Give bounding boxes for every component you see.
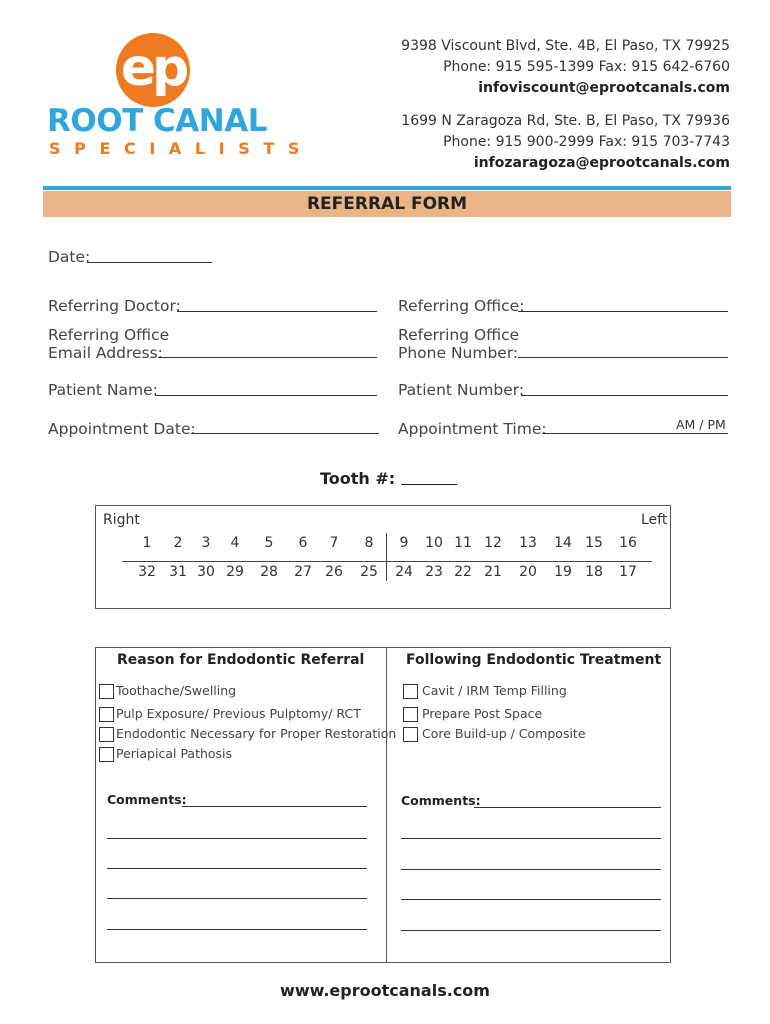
- lower-tooth-27[interactable]: 27: [294, 564, 312, 580]
- treatment-heading: Following Endodontic Treatment: [406, 652, 662, 668]
- office-phone-label-2: Phone Number:: [398, 344, 519, 362]
- office-email-label-2: Email Address:: [48, 344, 163, 362]
- reason-label-pulp-exposure: Pulp Exposure/ Previous Pulptomy/ RCT: [116, 706, 361, 721]
- treatment-label-post-space: Prepare Post Space: [422, 706, 543, 721]
- lower-tooth-32[interactable]: 32: [138, 564, 156, 580]
- patient-number-field[interactable]: [521, 395, 728, 396]
- lower-tooth-23[interactable]: 23: [425, 564, 443, 580]
- referring-office-label: Referring Office:: [398, 297, 525, 315]
- referring-doctor-field[interactable]: [177, 311, 377, 312]
- right-comments-label: Comments:: [401, 793, 481, 808]
- left-comments-line-5[interactable]: [107, 929, 367, 930]
- office-2-address: 1699 N Zaragoza Rd, Ste. B, El Paso, TX 79936: [401, 113, 730, 129]
- upper-tooth-7[interactable]: 7: [329, 535, 339, 551]
- chart-left-label: Left: [641, 512, 668, 528]
- office-2-info: [401, 111, 730, 174]
- reason-label-restoration: Endodontic Necessary for Proper Restoration: [116, 726, 397, 741]
- lower-tooth-17[interactable]: 17: [619, 564, 637, 580]
- patient-name-label: Patient Name:: [48, 381, 158, 399]
- reason-checkbox-periapical[interactable]: [99, 747, 114, 762]
- office-1-phone: Phone: 915 595-1399 Fax: 915 642-6760: [443, 59, 730, 75]
- office-1-info: [401, 36, 730, 99]
- right-comments-line-5[interactable]: [401, 930, 661, 931]
- lower-tooth-21[interactable]: 21: [484, 564, 502, 580]
- patient-number-label: Patient Number:: [398, 381, 525, 399]
- lower-tooth-19[interactable]: 19: [554, 564, 572, 580]
- upper-tooth-5[interactable]: 5: [264, 535, 274, 551]
- upper-tooth-1[interactable]: 1: [142, 535, 152, 551]
- upper-tooth-13[interactable]: 13: [519, 535, 537, 551]
- date-field[interactable]: [87, 262, 212, 263]
- reason-label-periapical: Periapical Pathosis: [116, 746, 233, 761]
- treatment-checkbox-cavit[interactable]: [403, 684, 418, 699]
- lower-tooth-30[interactable]: 30: [197, 564, 215, 580]
- office-phone-label-1: Referring Office: [398, 326, 520, 344]
- left-comments-line-1[interactable]: [182, 806, 367, 807]
- am-pm-label: AM / PM: [676, 417, 726, 432]
- office-email-label-1: Referring Office: [48, 326, 170, 344]
- left-comments-line-3[interactable]: [107, 868, 367, 869]
- logo-line-1: ROOT CANAL: [47, 103, 267, 139]
- upper-tooth-15[interactable]: 15: [585, 535, 603, 551]
- upper-tooth-8[interactable]: 8: [364, 535, 374, 551]
- treatment-checkbox-core-buildup[interactable]: [403, 727, 418, 742]
- patient-name-field[interactable]: [155, 395, 377, 396]
- upper-tooth-16[interactable]: 16: [619, 535, 637, 551]
- referring-doctor-label: Referring Doctor:: [48, 297, 181, 315]
- lower-tooth-25[interactable]: 25: [360, 564, 378, 580]
- date-label: Date:: [48, 248, 91, 266]
- reason-heading: Reason for Endodontic Referral: [117, 652, 365, 668]
- reason-checkbox-toothache[interactable]: [99, 684, 114, 699]
- tooth-chart: [95, 505, 671, 609]
- upper-tooth-9[interactable]: 9: [399, 535, 409, 551]
- reason-label-toothache: Toothache/Swelling: [116, 683, 237, 698]
- upper-tooth-3[interactable]: 3: [201, 535, 211, 551]
- left-comments-line-4[interactable]: [107, 898, 367, 899]
- upper-tooth-11[interactable]: 11: [454, 535, 472, 551]
- chart-horizontal-line: [122, 561, 652, 562]
- office-email-field[interactable]: [158, 357, 377, 358]
- tooth-number-label: Tooth #:: [320, 469, 396, 488]
- chart-right-label: Right: [103, 512, 140, 528]
- left-comments-label: Comments:: [107, 792, 187, 807]
- treatment-checkbox-post-space[interactable]: [403, 707, 418, 722]
- appointment-time-label: Appointment Time:: [398, 420, 547, 438]
- reason-checkbox-restoration[interactable]: [99, 727, 114, 742]
- treatment-label-core-buildup: Core Build-up / Composite: [422, 726, 586, 741]
- upper-tooth-12[interactable]: 12: [484, 535, 502, 551]
- tooth-number-field[interactable]: [401, 484, 457, 485]
- footer-website[interactable]: www.eprootcanals.com: [280, 981, 490, 1000]
- upper-tooth-6[interactable]: 6: [298, 535, 308, 551]
- office-1-email: infoviscount@eprootcanals.com: [478, 80, 730, 96]
- referral-divider: [386, 647, 387, 962]
- appointment-time-field[interactable]: [542, 433, 728, 434]
- lower-tooth-22[interactable]: 22: [454, 564, 472, 580]
- logo-line-2: SPECIALISTS: [49, 139, 313, 158]
- office-2-email: infozaragoza@eprootcanals.com: [473, 155, 730, 171]
- appointment-date-field[interactable]: [191, 433, 379, 434]
- right-comments-line-1[interactable]: [474, 807, 661, 808]
- office-2-phone: Phone: 915 900-2999 Fax: 915 703-7743: [443, 134, 730, 150]
- treatment-label-cavit: Cavit / IRM Temp Filling: [422, 683, 567, 698]
- right-comments-line-3[interactable]: [401, 869, 661, 870]
- logo-mark: ep: [120, 38, 186, 98]
- office-phone-field[interactable]: [518, 357, 728, 358]
- left-comments-line-2[interactable]: [107, 838, 367, 839]
- appointment-date-label: Appointment Date:: [48, 420, 196, 438]
- chart-vertical-line: [386, 533, 387, 581]
- office-1-address: 9398 Viscount Blvd, Ste. 4B, El Paso, TX 79925: [401, 38, 730, 54]
- lower-tooth-28[interactable]: 28: [260, 564, 278, 580]
- lower-tooth-20[interactable]: 20: [519, 564, 537, 580]
- upper-tooth-10[interactable]: 10: [425, 535, 443, 551]
- upper-tooth-2[interactable]: 2: [173, 535, 183, 551]
- lower-tooth-18[interactable]: 18: [585, 564, 603, 580]
- lower-tooth-26[interactable]: 26: [325, 564, 343, 580]
- lower-tooth-31[interactable]: 31: [169, 564, 187, 580]
- header-divider: [43, 186, 731, 190]
- reason-checkbox-pulp-exposure[interactable]: [99, 707, 114, 722]
- upper-tooth-14[interactable]: 14: [554, 535, 572, 551]
- lower-tooth-24[interactable]: 24: [395, 564, 413, 580]
- referring-office-field[interactable]: [518, 311, 728, 312]
- upper-tooth-4[interactable]: 4: [230, 535, 240, 551]
- form-title: REFERRAL FORM: [43, 191, 731, 217]
- lower-tooth-29[interactable]: 29: [226, 564, 244, 580]
- right-comments-line-4[interactable]: [401, 899, 661, 900]
- right-comments-line-2[interactable]: [401, 838, 661, 839]
